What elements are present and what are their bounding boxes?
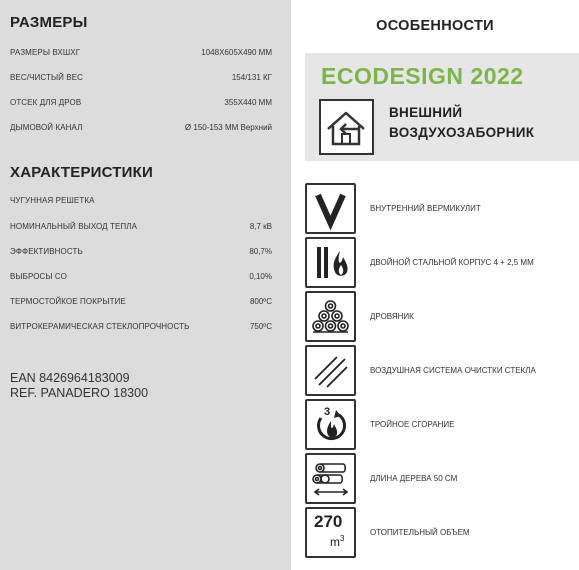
characteristics-title: ХАРАКТЕРИСТИКИ [10, 164, 153, 181]
features-panel [291, 0, 579, 570]
spec-label: ОТСЕК ДЛЯ ДРОВ [10, 98, 82, 107]
spec-value: Ø 150-153 ММ Верхний [184, 123, 272, 132]
product-codes [10, 371, 148, 401]
ref-code: REF. PANADERO 18300 [10, 386, 149, 400]
spec-row [10, 46, 272, 60]
spec-label: ДЫМОВОЙ КАНАЛ [10, 123, 83, 132]
spec-value: 80,7% [249, 247, 272, 256]
ecodesign-line-2: ВОЗДУХОЗАБОРНИК [389, 125, 535, 140]
spec-value: 154/131 КГ [231, 73, 272, 82]
vermiculite-v-icon [305, 183, 356, 234]
ecodesign-line-1: ВНЕШНИЙ [389, 105, 463, 120]
spec-label: РАЗМЕРЫ ВХШХГ [10, 48, 81, 57]
spec-row [10, 194, 272, 208]
feature-item [305, 291, 571, 343]
feature-item [305, 237, 571, 289]
spec-label: ВЕС/ЧИСТЫЙ ВЕС [10, 73, 84, 82]
spec-value: 1048X605X490 ММ [201, 48, 272, 57]
triple-combustion-icon [305, 399, 356, 450]
spec-value: 750ºC [249, 322, 272, 331]
feature-label: ДЛИНА ДЕРЕВА 50 СМ [370, 474, 458, 483]
spec-row [10, 270, 272, 284]
feature-item [305, 183, 571, 235]
spec-value: 0,10% [249, 272, 272, 281]
spec-label: ТЕРМОСТОЙКОЕ ПОКРЫТИЕ [10, 297, 126, 306]
feature-item [305, 507, 571, 559]
log-length-icon [305, 453, 356, 504]
house-arrow-icon [319, 99, 374, 155]
feature-label: ОТОПИТЕЛЬНЫЙ ОБЪЕМ [370, 528, 470, 537]
features-title: ОСОБЕННОСТИ [376, 18, 494, 34]
spec-row [10, 220, 272, 234]
steel-body-flame-icon [305, 237, 356, 288]
feature-item [305, 345, 571, 397]
heating-volume-icon [305, 507, 356, 558]
air-glass-clean-icon [305, 345, 356, 396]
dimensions-title: РАЗМЕРЫ [10, 14, 88, 31]
spec-label: ЭФФЕКТИВНОСТЬ [10, 247, 83, 256]
feature-label: ДВОЙНОЙ СТАЛЬНОЙ КОРПУС 4 + 2,5 ММ [370, 258, 534, 267]
log-pile-icon [305, 291, 356, 342]
ecodesign-title: ECODESIGN 2022 [321, 63, 524, 89]
heating-volume-number: 270 [314, 512, 343, 531]
ean-code: EAN 8426964183009 [10, 371, 130, 385]
spec-value: 355X440 ММ [224, 98, 272, 107]
spec-row [10, 320, 272, 334]
spec-row [10, 295, 272, 309]
triple-badge: 3 [324, 406, 331, 418]
spec-row [10, 121, 272, 135]
feature-label: ВНУТРЕННИЙ ВЕРМИКУЛИТ [370, 204, 481, 213]
spec-row [10, 96, 272, 110]
feature-label: ДРОВЯНИК [370, 312, 414, 321]
feature-label: ТРОЙНОЕ СГОРАНИЕ [370, 420, 455, 429]
spec-value: 800ºC [249, 297, 272, 306]
feature-item [305, 399, 571, 451]
spec-value: 8,7 кВ [249, 222, 272, 231]
feature-label: ВОЗДУШНАЯ СИСТЕМА ОЧИСТКИ СТЕКЛА [370, 366, 536, 375]
spec-label: ВИТРОКЕРАМИЧЕСКАЯ СТЕКЛОПРОЧНОСТЬ [10, 322, 190, 331]
spec-label: НОМИНАЛЬНЫЙ ВЫХОД ТЕПЛА [10, 222, 138, 231]
spec-label: ЧУГУННАЯ РЕШЕТКА [10, 196, 95, 205]
spec-row [10, 245, 272, 259]
ecodesign-banner [305, 53, 579, 161]
heating-volume-unit: $m^3$ [330, 534, 345, 549]
feature-item [305, 453, 571, 505]
spec-row [10, 71, 272, 85]
spec-label: ВЫБРОСЫ СО [10, 272, 67, 281]
